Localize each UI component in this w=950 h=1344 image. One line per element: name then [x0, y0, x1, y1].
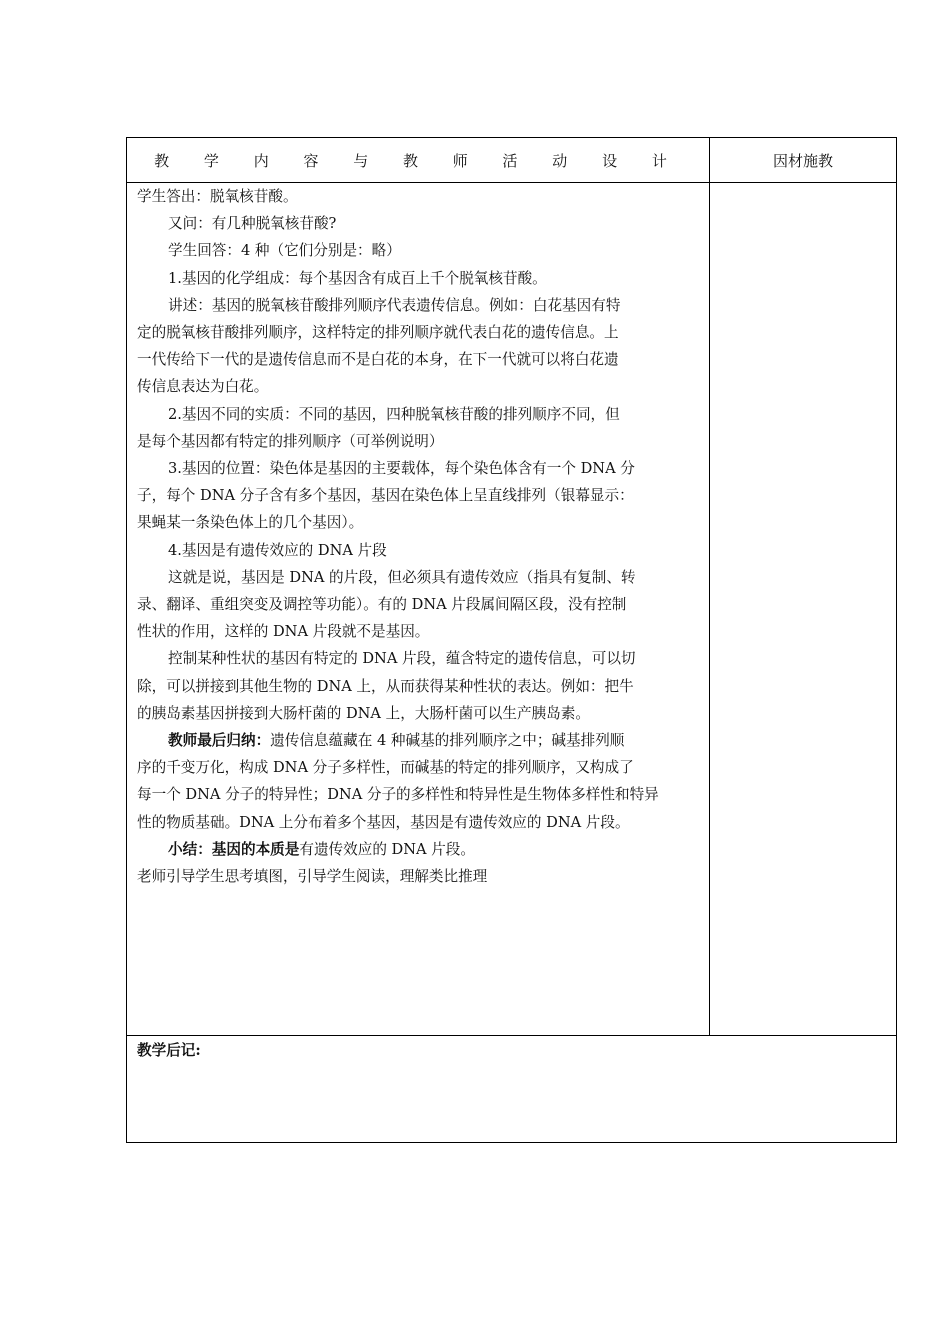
content-line	[137, 455, 699, 482]
line-text: 果蝇某一条染色体上的几个基因）。	[137, 514, 364, 532]
content-line	[137, 346, 699, 373]
line-text: 4.基因是有遗传效应的 DNA 片段	[168, 541, 387, 559]
line-text: 的胰岛素基因拼接到大肠杆菌的 DNA 上，大肠杆菌可以生产胰岛素。	[137, 704, 590, 722]
content-line	[137, 673, 699, 700]
line-text: 老师引导学生思考填图，引导学生阅读，理解类比推理	[137, 868, 488, 886]
bold-lead-text: 教师最后归纳：	[168, 732, 271, 750]
teaching-content-cell	[127, 183, 710, 1036]
content-line	[137, 292, 699, 319]
content-line	[137, 836, 699, 863]
content-line	[137, 781, 699, 808]
line-text: 控制某种性状的基因有特定的 DNA 片段，蕴含特定的遗传信息，可以切	[168, 650, 636, 668]
content-line	[137, 428, 699, 455]
line-text: 学生回答：4 种（它们分别是：略）	[168, 242, 401, 260]
line-text: 学生答出：脱氧核苷酸。	[137, 188, 298, 205]
content-line	[137, 237, 699, 264]
content-line	[137, 183, 699, 210]
header-teaching-content: 教 学 内 容 与 教 师 活 动 设 计	[127, 138, 710, 183]
line-text: 录、翻译、重组突变及调控等功能）。有的 DNA 片段属间隔区段，没有控制	[137, 596, 627, 614]
content-line	[137, 727, 699, 754]
content-line	[137, 564, 699, 591]
differentiated-teaching-cell	[710, 183, 896, 1036]
notes-title: 教学后记:	[137, 1042, 201, 1059]
content-line	[137, 645, 699, 672]
line-text: 除，可以拼接到其他生物的 DNA 上，从而获得某种性状的表达。例如：把牛	[137, 677, 634, 695]
content-line	[137, 509, 699, 536]
line-text: 传信息表达为白花。	[137, 378, 269, 396]
line-text: 1.基因的化学组成：每个基因含有成百上千个脱氧核苷酸。	[168, 269, 547, 287]
line-text: 这就是说，基因是 DNA 的片段，但必须具有遗传效应（指具有复制、转	[168, 568, 636, 586]
content-line	[137, 210, 699, 237]
content-line	[137, 809, 699, 836]
content-line	[137, 754, 699, 781]
teaching-notes-cell	[127, 1036, 896, 1142]
line-text: 性状的作用，这样的 DNA 片段就不是基因。	[137, 623, 430, 641]
line-text: 有遗传效应的 DNA 片段。	[299, 840, 475, 858]
content-line	[137, 373, 699, 400]
content-line	[137, 265, 699, 292]
content-line	[137, 700, 699, 727]
content-line	[137, 401, 699, 428]
line-text: 每一个 DNA 分子的特异性；DNA 分子的多样性和特异性是生物体多样性和特异	[137, 786, 659, 804]
line-text: 又问：有几种脱氧核苷酸?	[168, 215, 337, 233]
lesson-plan-table	[126, 137, 897, 1143]
line-text: 子，每个 DNA 分子含有多个基因，基因在染色体上呈直线排列（银幕显示：	[137, 487, 634, 505]
line-text: 3.基因的位置：染色体是基因的主要载体，每个染色体含有一个 DNA 分	[168, 460, 635, 478]
line-text: 定的脱氧核苷酸排列顺序，这样特定的排列顺序就代表白花的遗传信息。上	[137, 324, 619, 342]
content-line	[137, 618, 699, 645]
line-text: 讲述：基因的脱氧核苷酸排列顺序代表遗传信息。例如：白花基因有特	[168, 296, 621, 314]
content-line	[137, 319, 699, 346]
line-text: 序的千变万化，构成 DNA 分子多样性，而碱基的特定的排列顺序，又构成了	[137, 759, 634, 777]
line-text: 性的物质基础。DNA 上分布着多个基因，基因是有遗传效应的 DNA 片段。	[137, 813, 630, 831]
line-text: 是每个基因都有特定的排列顺序（可举例说明）	[137, 432, 444, 450]
content-line	[137, 482, 699, 509]
line-text: 2.基因不同的实质：不同的基因，四种脱氧核苷酸的排列顺序不同，但	[168, 405, 620, 423]
line-text: 遗传信息蕴藏在 4 种碱基的排列顺序之中；碱基排列顺	[270, 732, 625, 750]
header-differentiated-teaching: 因材施教	[710, 138, 896, 183]
content-line	[137, 591, 699, 618]
bold-lead-text: 小结：基因的本质是	[168, 840, 300, 858]
content-line	[137, 863, 699, 890]
line-text: 一代传给下一代的是遗传信息而不是白花的本身，在下一代就可以将白花遗	[137, 351, 619, 369]
content-line	[137, 537, 699, 564]
